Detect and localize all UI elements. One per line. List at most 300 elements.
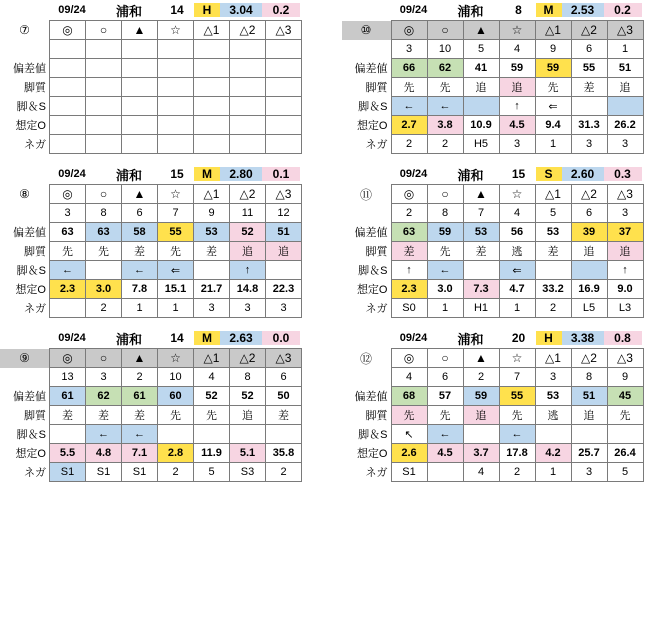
row-label: 脚＆S <box>342 261 392 280</box>
cell-kyakushitsu: 差 <box>122 406 158 425</box>
cell-numbers <box>122 40 158 59</box>
cell-soutei_o: 31.3 <box>571 116 607 135</box>
row-label: ネガ <box>342 135 392 154</box>
cell-hensachi <box>86 59 122 78</box>
cell-ashi_s: ↑ <box>607 261 643 280</box>
cell-ashi_s: ↖ <box>391 425 427 444</box>
cell-ashi_s: ← <box>122 425 158 444</box>
column-symbol: ▲ <box>463 185 499 204</box>
cell-soutei_o: 9.4 <box>535 116 571 135</box>
row-label: 偏差値 <box>0 387 50 406</box>
table-row <box>342 261 644 280</box>
row-label <box>342 368 392 387</box>
cell-nega: 1 <box>535 135 571 154</box>
cell-hensachi: 50 <box>266 387 302 406</box>
cell-ashi_s: ← <box>427 425 463 444</box>
race-number: 15 <box>511 167 526 181</box>
cell-kyakushitsu: 差 <box>122 242 158 261</box>
race-header <box>0 328 321 348</box>
cell-numbers: 8 <box>571 368 607 387</box>
column-symbol: ◎ <box>50 185 86 204</box>
cell-nega <box>86 135 122 154</box>
cell-soutei_o: 2.6 <box>391 444 427 463</box>
table-row <box>342 21 644 40</box>
row-label: 想定O <box>342 116 392 135</box>
table-row <box>342 463 644 482</box>
cell-soutei_o <box>86 116 122 135</box>
cell-soutei_o: 2.3 <box>50 280 86 299</box>
cell-ashi_s: ← <box>427 261 463 280</box>
race-block <box>342 328 663 482</box>
cell-ashi_s <box>607 425 643 444</box>
cell-nega: 2 <box>266 463 302 482</box>
cell-numbers: 3 <box>607 204 643 223</box>
row-label: ネガ <box>342 463 392 482</box>
table-row <box>342 368 644 387</box>
cell-nega: S1 <box>122 463 158 482</box>
cell-ashi_s: ⇐ <box>499 261 535 280</box>
cell-nega: 4 <box>463 463 499 482</box>
cell-soutei_o: 7.8 <box>122 280 158 299</box>
cell-hensachi: 53 <box>535 223 571 242</box>
cell-nega <box>158 135 194 154</box>
cell-numbers: 4 <box>499 40 535 59</box>
race-value-1: 2.53 <box>562 3 604 17</box>
row-label: 脚質 <box>0 242 50 261</box>
cell-nega <box>50 135 86 154</box>
column-symbol: ◎ <box>391 185 427 204</box>
cell-nega <box>266 135 302 154</box>
cell-kyakushitsu: 追 <box>463 78 499 97</box>
column-symbol: △1 <box>194 21 230 40</box>
cell-numbers: 7 <box>463 204 499 223</box>
cell-ashi_s <box>266 261 302 280</box>
cell-kyakushitsu: 追 <box>571 242 607 261</box>
cell-soutei_o: 3.0 <box>86 280 122 299</box>
cell-hensachi <box>50 59 86 78</box>
cell-kyakushitsu <box>158 78 194 97</box>
column-symbol: △3 <box>607 349 643 368</box>
row-label: 脚＆S <box>0 97 50 116</box>
race-date: 09/24 <box>58 332 86 344</box>
row-label: 偏差値 <box>342 387 392 406</box>
column-symbol: △3 <box>607 185 643 204</box>
cell-hensachi: 53 <box>463 223 499 242</box>
cell-kyakushitsu <box>194 78 230 97</box>
cell-ashi_s <box>194 425 230 444</box>
cell-ashi_s <box>266 425 302 444</box>
race-date: 09/24 <box>399 168 428 180</box>
race-value-2: 0.2 <box>262 3 300 17</box>
cell-soutei_o <box>158 116 194 135</box>
cell-kyakushitsu <box>50 78 86 97</box>
column-symbol: ◎ <box>50 21 86 40</box>
cell-soutei_o: 22.3 <box>266 280 302 299</box>
cell-soutei_o: 17.8 <box>499 444 535 463</box>
race-place: 浦和 <box>115 167 142 183</box>
cell-soutei_o: 21.7 <box>194 280 230 299</box>
cell-kyakushitsu: 差 <box>463 242 499 261</box>
cell-nega: 3 <box>266 299 302 318</box>
column-symbol: ◎ <box>391 21 427 40</box>
cell-numbers: 13 <box>50 368 86 387</box>
cell-hensachi: 51 <box>607 59 643 78</box>
cell-soutei_o: 14.8 <box>230 280 266 299</box>
cell-numbers: 7 <box>499 368 535 387</box>
cell-numbers: 3 <box>86 368 122 387</box>
cell-nega: 3 <box>571 463 607 482</box>
cell-kyakushitsu: 先 <box>427 242 463 261</box>
cell-soutei_o: 11.9 <box>194 444 230 463</box>
block-index: ⑪ <box>342 185 392 204</box>
cell-nega <box>194 135 230 154</box>
cell-kyakushitsu: 先 <box>391 406 427 425</box>
cell-ashi_s: ⇐ <box>158 261 194 280</box>
cell-hensachi: 68 <box>391 387 427 406</box>
cell-numbers: 6 <box>571 40 607 59</box>
race-number: 14 <box>170 3 184 17</box>
cell-hensachi: 59 <box>499 59 535 78</box>
cell-soutei_o: 4.5 <box>427 444 463 463</box>
column-symbol: △1 <box>535 185 571 204</box>
cell-nega: S1 <box>391 463 427 482</box>
cell-numbers: 6 <box>427 368 463 387</box>
column-symbol: △2 <box>230 349 266 368</box>
row-label: 偏差値 <box>0 223 50 242</box>
cell-kyakushitsu: 追 <box>230 242 266 261</box>
cell-ashi_s <box>122 97 158 116</box>
row-label: 脚質 <box>342 406 392 425</box>
column-symbol: ○ <box>427 185 463 204</box>
table-row <box>342 204 644 223</box>
race-place: 浦和 <box>115 3 142 19</box>
cell-numbers: 2 <box>391 204 427 223</box>
race-header <box>342 328 663 348</box>
cell-soutei_o: 7.1 <box>122 444 158 463</box>
cell-numbers: 1 <box>607 40 643 59</box>
cell-hensachi <box>194 59 230 78</box>
row-label: 想定O <box>0 280 50 299</box>
cell-numbers: 8 <box>427 204 463 223</box>
table-row <box>342 78 644 97</box>
cell-hensachi: 37 <box>607 223 643 242</box>
block-index: ⑨ <box>0 349 50 368</box>
column-symbol: ▲ <box>122 185 158 204</box>
cell-kyakushitsu: 先 <box>194 406 230 425</box>
row-label: ネガ <box>342 299 392 318</box>
cell-numbers: 12 <box>266 204 302 223</box>
block-index: ⑩ <box>342 21 392 40</box>
cell-hensachi: 53 <box>535 387 571 406</box>
cell-ashi_s <box>607 97 643 116</box>
row-label: 脚＆S <box>342 97 392 116</box>
cell-hensachi: 55 <box>158 223 194 242</box>
race-value-2: 0.2 <box>604 3 642 17</box>
cell-numbers <box>86 40 122 59</box>
cell-numbers: 4 <box>194 368 230 387</box>
cell-kyakushitsu: 追 <box>499 78 535 97</box>
table-row <box>0 299 302 318</box>
cell-kyakushitsu: 差 <box>266 406 302 425</box>
cell-ashi_s: ← <box>427 97 463 116</box>
column-symbol: △1 <box>194 349 230 368</box>
row-label <box>342 204 392 223</box>
cell-kyakushitsu: 先 <box>607 406 643 425</box>
cell-nega: 2 <box>499 463 535 482</box>
column-symbol: △2 <box>230 185 266 204</box>
cell-soutei_o: 4.2 <box>535 444 571 463</box>
cell-hensachi: 51 <box>266 223 302 242</box>
table-row <box>0 78 302 97</box>
cell-soutei_o: 2.8 <box>158 444 194 463</box>
cell-nega: 5 <box>607 463 643 482</box>
race-date: 09/24 <box>58 4 86 16</box>
cell-soutei_o: 3.7 <box>463 444 499 463</box>
cell-nega: 2 <box>158 463 194 482</box>
cell-numbers: 4 <box>391 368 427 387</box>
cell-soutei_o <box>122 116 158 135</box>
table-row <box>342 223 644 242</box>
race-value-1: 2.80 <box>220 167 262 181</box>
cell-hensachi: 52 <box>230 223 266 242</box>
cell-nega: 2 <box>86 299 122 318</box>
column-symbol: ☆ <box>499 349 535 368</box>
table-row <box>0 425 302 444</box>
cell-kyakushitsu: 差 <box>86 406 122 425</box>
cell-numbers: 9 <box>607 368 643 387</box>
race-table <box>0 20 302 154</box>
column-symbol: ☆ <box>499 185 535 204</box>
race-header <box>342 0 663 20</box>
table-row <box>0 116 302 135</box>
race-table <box>342 184 644 318</box>
cell-hensachi: 55 <box>571 59 607 78</box>
column-symbol: △1 <box>535 21 571 40</box>
race-block <box>0 328 321 482</box>
table-row <box>0 97 302 116</box>
cell-ashi_s: ↑ <box>230 261 266 280</box>
cell-hensachi: 45 <box>607 387 643 406</box>
cell-kyakushitsu: 追 <box>463 406 499 425</box>
row-label: 偏差値 <box>342 59 392 78</box>
cell-kyakushitsu: 追 <box>230 406 266 425</box>
cell-kyakushitsu: 先 <box>427 78 463 97</box>
cell-numbers: 6 <box>122 204 158 223</box>
cell-hensachi: 52 <box>194 387 230 406</box>
cell-soutei_o: 26.4 <box>607 444 643 463</box>
row-label: 脚＆S <box>0 261 50 280</box>
cell-ashi_s <box>535 425 571 444</box>
column-symbol: ☆ <box>158 21 194 40</box>
table-row <box>0 387 302 406</box>
cell-kyakushitsu: 追 <box>266 242 302 261</box>
cell-numbers: 6 <box>571 204 607 223</box>
column-symbol: ☆ <box>158 349 194 368</box>
cell-numbers: 9 <box>535 40 571 59</box>
cell-kyakushitsu <box>86 78 122 97</box>
table-row <box>342 280 644 299</box>
block-index: ⑧ <box>0 185 50 204</box>
cell-numbers: 2 <box>463 368 499 387</box>
column-symbol: ○ <box>86 185 122 204</box>
race-value-1: 3.38 <box>562 331 604 345</box>
cell-soutei_o: 4.7 <box>499 280 535 299</box>
cell-nega: L3 <box>607 299 643 318</box>
row-label: ネガ <box>0 299 50 318</box>
cell-numbers: 8 <box>230 368 266 387</box>
column-symbol: △3 <box>266 349 302 368</box>
cell-soutei_o: 9.0 <box>607 280 643 299</box>
cell-nega: 1 <box>535 463 571 482</box>
cell-soutei_o: 16.9 <box>571 280 607 299</box>
cell-hensachi: 58 <box>122 223 158 242</box>
race-value-2: 0.1 <box>262 167 300 181</box>
cell-ashi_s <box>463 97 499 116</box>
cell-numbers: 3 <box>391 40 427 59</box>
cell-ashi_s: ← <box>499 425 535 444</box>
race-header <box>342 164 663 184</box>
cell-ashi_s <box>230 97 266 116</box>
row-label: 想定O <box>342 444 392 463</box>
table-row <box>0 368 302 387</box>
cell-soutei_o: 2.7 <box>391 116 427 135</box>
cell-numbers <box>194 40 230 59</box>
race-value-2: 0.3 <box>604 167 642 181</box>
cell-numbers: 4 <box>499 204 535 223</box>
cell-hensachi <box>230 59 266 78</box>
cell-hensachi <box>266 59 302 78</box>
cell-numbers: 9 <box>194 204 230 223</box>
race-table <box>342 20 644 154</box>
cell-nega: H5 <box>463 135 499 154</box>
cell-hensachi: 63 <box>50 223 86 242</box>
cell-nega: 5 <box>194 463 230 482</box>
table-row <box>342 444 644 463</box>
table-row <box>342 242 644 261</box>
cell-kyakushitsu <box>266 78 302 97</box>
cell-soutei_o: 4.5 <box>499 116 535 135</box>
table-row <box>0 242 302 261</box>
table-row <box>342 116 644 135</box>
race-class-badge: H <box>536 331 562 345</box>
column-symbol: △2 <box>571 21 607 40</box>
column-symbol: ▲ <box>463 349 499 368</box>
cell-numbers: 6 <box>266 368 302 387</box>
race-number: 20 <box>511 331 526 345</box>
race-date: 09/24 <box>399 4 428 16</box>
race-value-1: 3.04 <box>220 3 262 17</box>
row-label: 脚質 <box>0 78 50 97</box>
table-row <box>342 406 644 425</box>
cell-numbers: 8 <box>86 204 122 223</box>
table-row <box>342 387 644 406</box>
race-place: 浦和 <box>457 3 484 19</box>
table-row <box>342 349 644 368</box>
race-value-1: 2.60 <box>562 167 604 181</box>
cell-kyakushitsu: 差 <box>391 242 427 261</box>
column-symbol: ☆ <box>158 185 194 204</box>
race-place: 浦和 <box>115 331 142 347</box>
cell-ashi_s: ⇐ <box>535 97 571 116</box>
column-symbol: △1 <box>535 349 571 368</box>
cell-nega: L5 <box>571 299 607 318</box>
race-class-badge: M <box>536 3 562 17</box>
cell-hensachi: 61 <box>122 387 158 406</box>
column-symbol: ◎ <box>50 349 86 368</box>
cell-numbers: 5 <box>463 40 499 59</box>
cell-nega: 3 <box>194 299 230 318</box>
cell-numbers: 3 <box>535 368 571 387</box>
cell-soutei_o <box>230 116 266 135</box>
cell-kyakushitsu: 先 <box>86 242 122 261</box>
cell-hensachi: 60 <box>158 387 194 406</box>
cell-numbers: 7 <box>158 204 194 223</box>
cell-nega: H1 <box>463 299 499 318</box>
column-symbol: △1 <box>194 185 230 204</box>
row-label <box>0 40 50 59</box>
race-block <box>342 0 663 154</box>
cell-hensachi: 52 <box>230 387 266 406</box>
table-row <box>342 185 644 204</box>
cell-ashi_s <box>571 97 607 116</box>
row-label: 脚＆S <box>342 425 392 444</box>
cell-hensachi <box>158 59 194 78</box>
table-row <box>342 97 644 116</box>
cell-ashi_s <box>194 261 230 280</box>
row-label <box>342 40 392 59</box>
cell-ashi_s <box>86 261 122 280</box>
cell-soutei_o: 15.1 <box>158 280 194 299</box>
cell-nega: 1 <box>427 299 463 318</box>
row-label: ネガ <box>0 135 50 154</box>
cell-hensachi: 63 <box>391 223 427 242</box>
row-label: 脚質 <box>342 242 392 261</box>
race-class-badge: M <box>194 331 220 345</box>
race-place: 浦和 <box>457 331 484 347</box>
cell-soutei_o: 4.8 <box>86 444 122 463</box>
table-row <box>342 299 644 318</box>
cell-kyakushitsu: 先 <box>499 406 535 425</box>
cell-hensachi: 62 <box>86 387 122 406</box>
cell-nega: S1 <box>86 463 122 482</box>
cell-kyakushitsu: 差 <box>535 242 571 261</box>
column-symbol: △3 <box>266 21 302 40</box>
row-label <box>0 204 50 223</box>
column-symbol: ◎ <box>391 349 427 368</box>
cell-soutei_o: 2.3 <box>391 280 427 299</box>
cell-kyakushitsu: 追 <box>571 406 607 425</box>
cell-ashi_s <box>571 425 607 444</box>
row-label: 想定O <box>0 116 50 135</box>
column-symbol: ○ <box>427 349 463 368</box>
column-symbol: ○ <box>86 21 122 40</box>
cell-hensachi: 61 <box>50 387 86 406</box>
table-row <box>0 223 302 242</box>
cell-hensachi: 53 <box>194 223 230 242</box>
cell-nega: 3 <box>571 135 607 154</box>
row-label: 脚＆S <box>0 425 50 444</box>
cell-soutei_o: 5.5 <box>50 444 86 463</box>
cell-nega: 2 <box>535 299 571 318</box>
column-symbol: ▲ <box>122 21 158 40</box>
cell-soutei_o: 25.7 <box>571 444 607 463</box>
cell-ashi_s: ← <box>391 97 427 116</box>
table-row <box>0 261 302 280</box>
race-number: 14 <box>170 331 184 345</box>
cell-kyakushitsu: 先 <box>535 78 571 97</box>
cell-soutei_o: 35.8 <box>266 444 302 463</box>
cell-hensachi: 57 <box>427 387 463 406</box>
